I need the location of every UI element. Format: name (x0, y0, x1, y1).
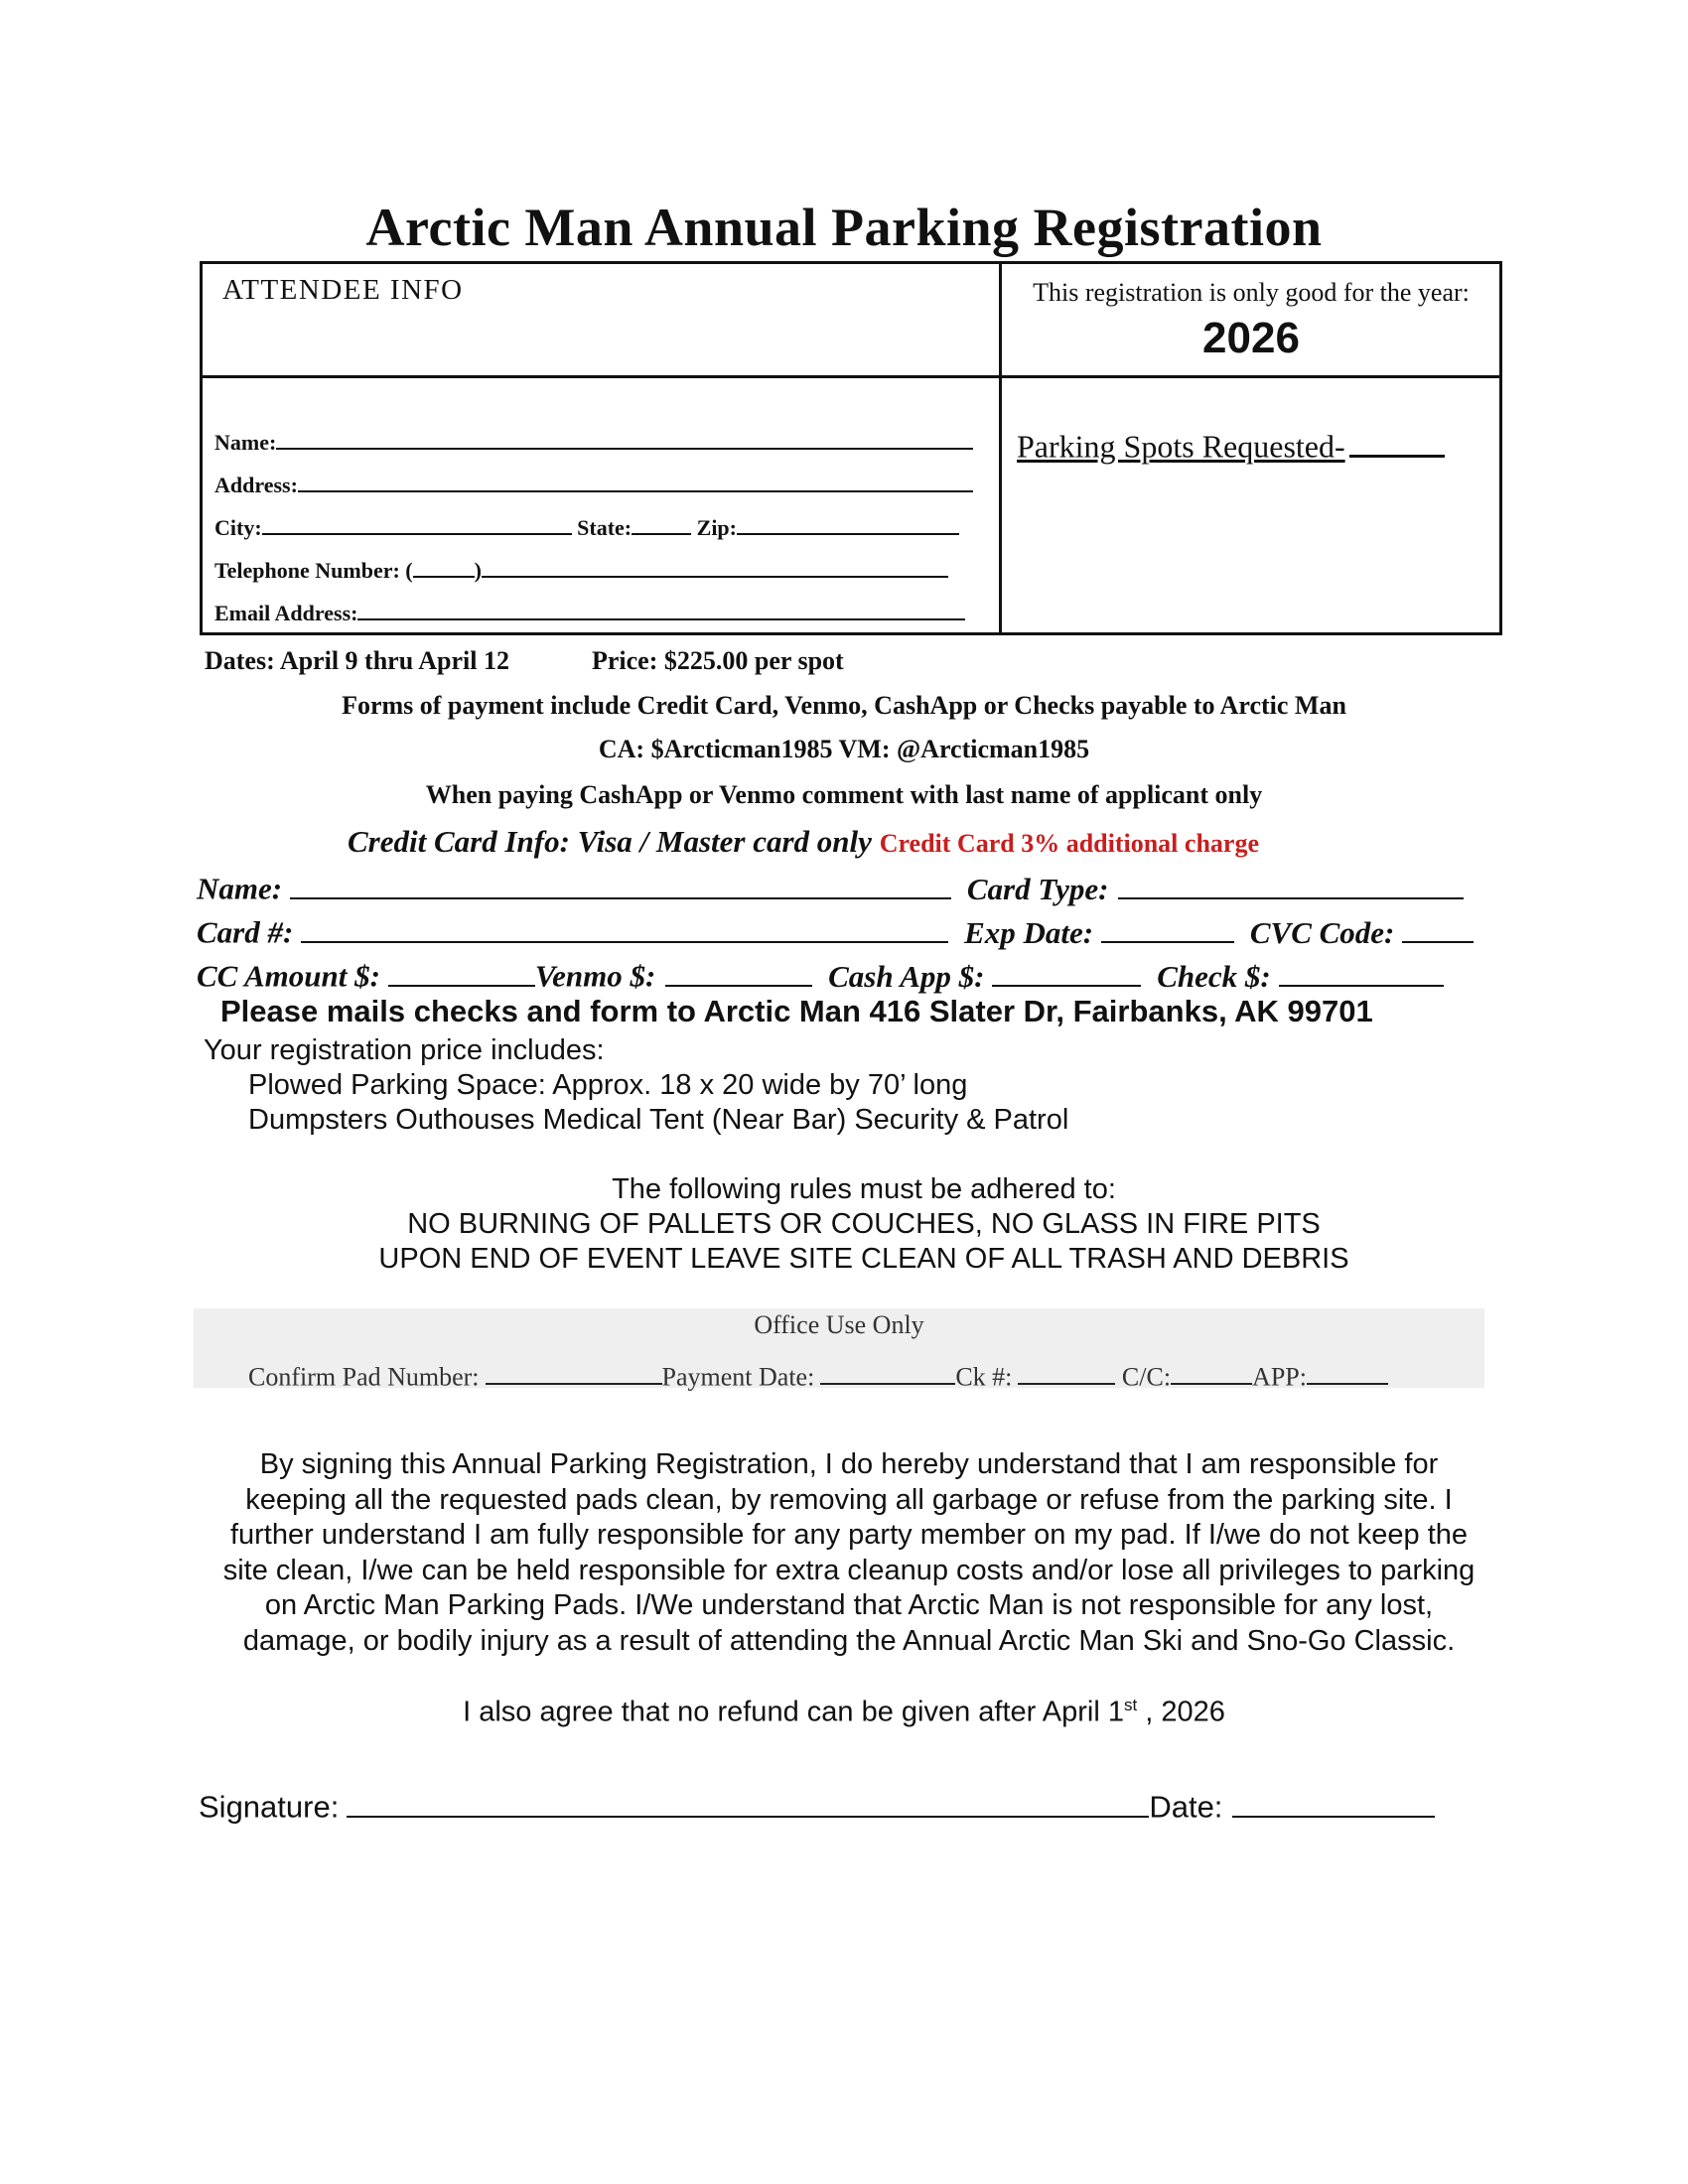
state-label: State: (577, 515, 633, 541)
year-note-text: This registration is only good for the year: (1033, 278, 1470, 307)
includes-heading: Your registration price includes: (204, 1034, 605, 1066)
refund-year: , 2026 (1137, 1696, 1225, 1728)
signature-row (199, 1783, 1435, 1826)
includes-item: Plowed Parking Space: Approx. 18 x 20 wide by 70’ long (248, 1069, 968, 1101)
event-dates: Dates: April 9 thru April 12 (205, 646, 509, 675)
cvc-code-blank[interactable] (1402, 908, 1474, 943)
office-use-title: Office Use Only (754, 1310, 924, 1339)
confirm-pad-blank[interactable] (486, 1356, 662, 1385)
cc-amount-label: CC Amount $: (197, 958, 380, 994)
signature-label: Signature: (199, 1789, 340, 1825)
parking-spots-label: Parking Spots Requested- (1017, 428, 1345, 465)
card-number-label: Card #: (197, 914, 294, 950)
confirm-pad-label: Confirm Pad Number: (248, 1362, 480, 1392)
mailing-address: Please mails checks and form to Arctic Man 416 Slater Dr, Fairbanks, AK 99701 (220, 994, 1373, 1028)
registration-year: 2026 (1202, 314, 1300, 362)
payment-comment-note: When paying CashApp or Venmo comment with last name of applicant only (425, 780, 1263, 809)
zip-label: Zip: (696, 515, 737, 541)
credit-card-surcharge-note: Credit Card 3% additional charge (879, 829, 1259, 858)
cc-amount-blank[interactable] (388, 952, 535, 987)
city-blank[interactable] (262, 510, 572, 535)
refund-text: I also agree that no refund can be given after April 1 (463, 1696, 1124, 1728)
address-blank[interactable] (298, 468, 973, 492)
credit-card-info-heading (348, 824, 1259, 860)
telephone-field[interactable] (214, 553, 948, 584)
refund-policy (0, 1696, 1688, 1729)
parking-spots-field[interactable] (1017, 421, 1445, 466)
name-label: Name: (214, 430, 277, 456)
cc-name-blank[interactable] (290, 865, 951, 899)
venmo-label: Venmo $: (534, 958, 656, 994)
payment-handles: CA: $Arcticman1985 VM: @Arcticman1985 (598, 735, 1090, 763)
cashapp-label: Cash App $: (828, 958, 985, 994)
attendee-info-header: ATTENDEE INFO (222, 274, 464, 306)
email-field[interactable] (214, 596, 965, 626)
cc-name-label: Name: (197, 871, 283, 906)
card-type-blank[interactable] (1118, 865, 1464, 899)
cvc-code-label: CVC Code: (1249, 914, 1395, 950)
card-number-row (197, 908, 1474, 951)
city-label: City: (214, 515, 262, 541)
address-field[interactable] (214, 468, 973, 498)
app-label: APP: (1252, 1362, 1307, 1392)
rule-item: UPON END OF EVENT LEAVE SITE CLEAN OF ALL TRASH AND DEBRIS (378, 1243, 1349, 1275)
cc-office-label: C/C: (1121, 1362, 1172, 1392)
payment-date-label: Payment Date: (661, 1362, 815, 1392)
telephone-paren-close: ) (474, 558, 482, 584)
ck-number-label: Ck #: (955, 1362, 1013, 1392)
card-number-blank[interactable] (301, 908, 948, 943)
card-type-label: Card Type: (966, 871, 1109, 906)
amounts-row (197, 952, 1444, 995)
refund-superscript: st (1123, 1696, 1138, 1714)
name-field[interactable] (214, 425, 973, 456)
table-divider-vertical (999, 261, 1002, 635)
cashapp-blank[interactable] (992, 952, 1141, 987)
ck-number-blank[interactable] (1018, 1356, 1115, 1385)
email-blank[interactable] (357, 596, 965, 620)
city-state-zip-row (214, 510, 959, 541)
cc-name-row (197, 865, 1464, 907)
venmo-blank[interactable] (665, 952, 812, 987)
event-price: Price: $225.00 per spot (592, 646, 844, 675)
credit-card-info-label: Credit Card Info: Visa / Master card only (348, 824, 872, 859)
zip-blank[interactable] (737, 510, 959, 535)
office-use-fields (248, 1356, 1388, 1392)
exp-date-blank[interactable] (1101, 908, 1234, 943)
cc-office-blank[interactable] (1171, 1356, 1252, 1385)
address-label: Address: (214, 473, 298, 498)
date-blank[interactable] (1232, 1783, 1435, 1818)
table-divider-horizontal (200, 375, 1502, 378)
includes-item: Dumpsters Outhouses Medical Tent (Near Bar) Security & Patrol (248, 1104, 1069, 1136)
payment-date-blank[interactable] (820, 1356, 955, 1385)
payment-forms: Forms of payment include Credit Card, Venmo, CashApp or Checks payable to Arctic Man (342, 691, 1346, 720)
rules-heading: The following rules must be adhered to: (612, 1173, 1116, 1205)
registration-year-note (1003, 270, 1499, 367)
check-blank[interactable] (1279, 952, 1444, 987)
app-blank[interactable] (1307, 1356, 1388, 1385)
parking-spots-blank[interactable] (1349, 421, 1445, 458)
page-title: Arctic Man Annual Parking Registration (365, 198, 1323, 257)
email-label: Email Address: (214, 601, 358, 626)
date-label: Date: (1149, 1789, 1223, 1825)
telephone-label: Telephone Number: ( (214, 558, 413, 584)
terms-paragraph: By signing this Annual Parking Registration, I do hereby understand that I am responsible for keeping all the requested pads clean, by removing all garbage or refuse from the parking site. I further understand I am fully responsible for any party member on my pad. If I/we do not keep the site clean, I/we can be held responsible for extra cleanup costs and/or lose all privileges to parking on Arctic Man Parking Pads. I/We understand that Arctic Man is not responsible for any lost, damage, or bodily injury as a result of attending the Annual Arctic Man Ski and Sno-Go Classic. (222, 1448, 1476, 1657)
check-label: Check $: (1157, 958, 1271, 994)
signature-blank[interactable] (347, 1783, 1149, 1818)
state-blank[interactable] (632, 510, 691, 535)
telephone-blank[interactable] (482, 553, 948, 578)
exp-date-label: Exp Date: (964, 914, 1094, 950)
name-blank[interactable] (276, 425, 973, 450)
rule-item: NO BURNING OF PALLETS OR COUCHES, NO GLASS IN FIRE PITS (407, 1208, 1321, 1240)
area-code-blank[interactable] (413, 553, 475, 578)
